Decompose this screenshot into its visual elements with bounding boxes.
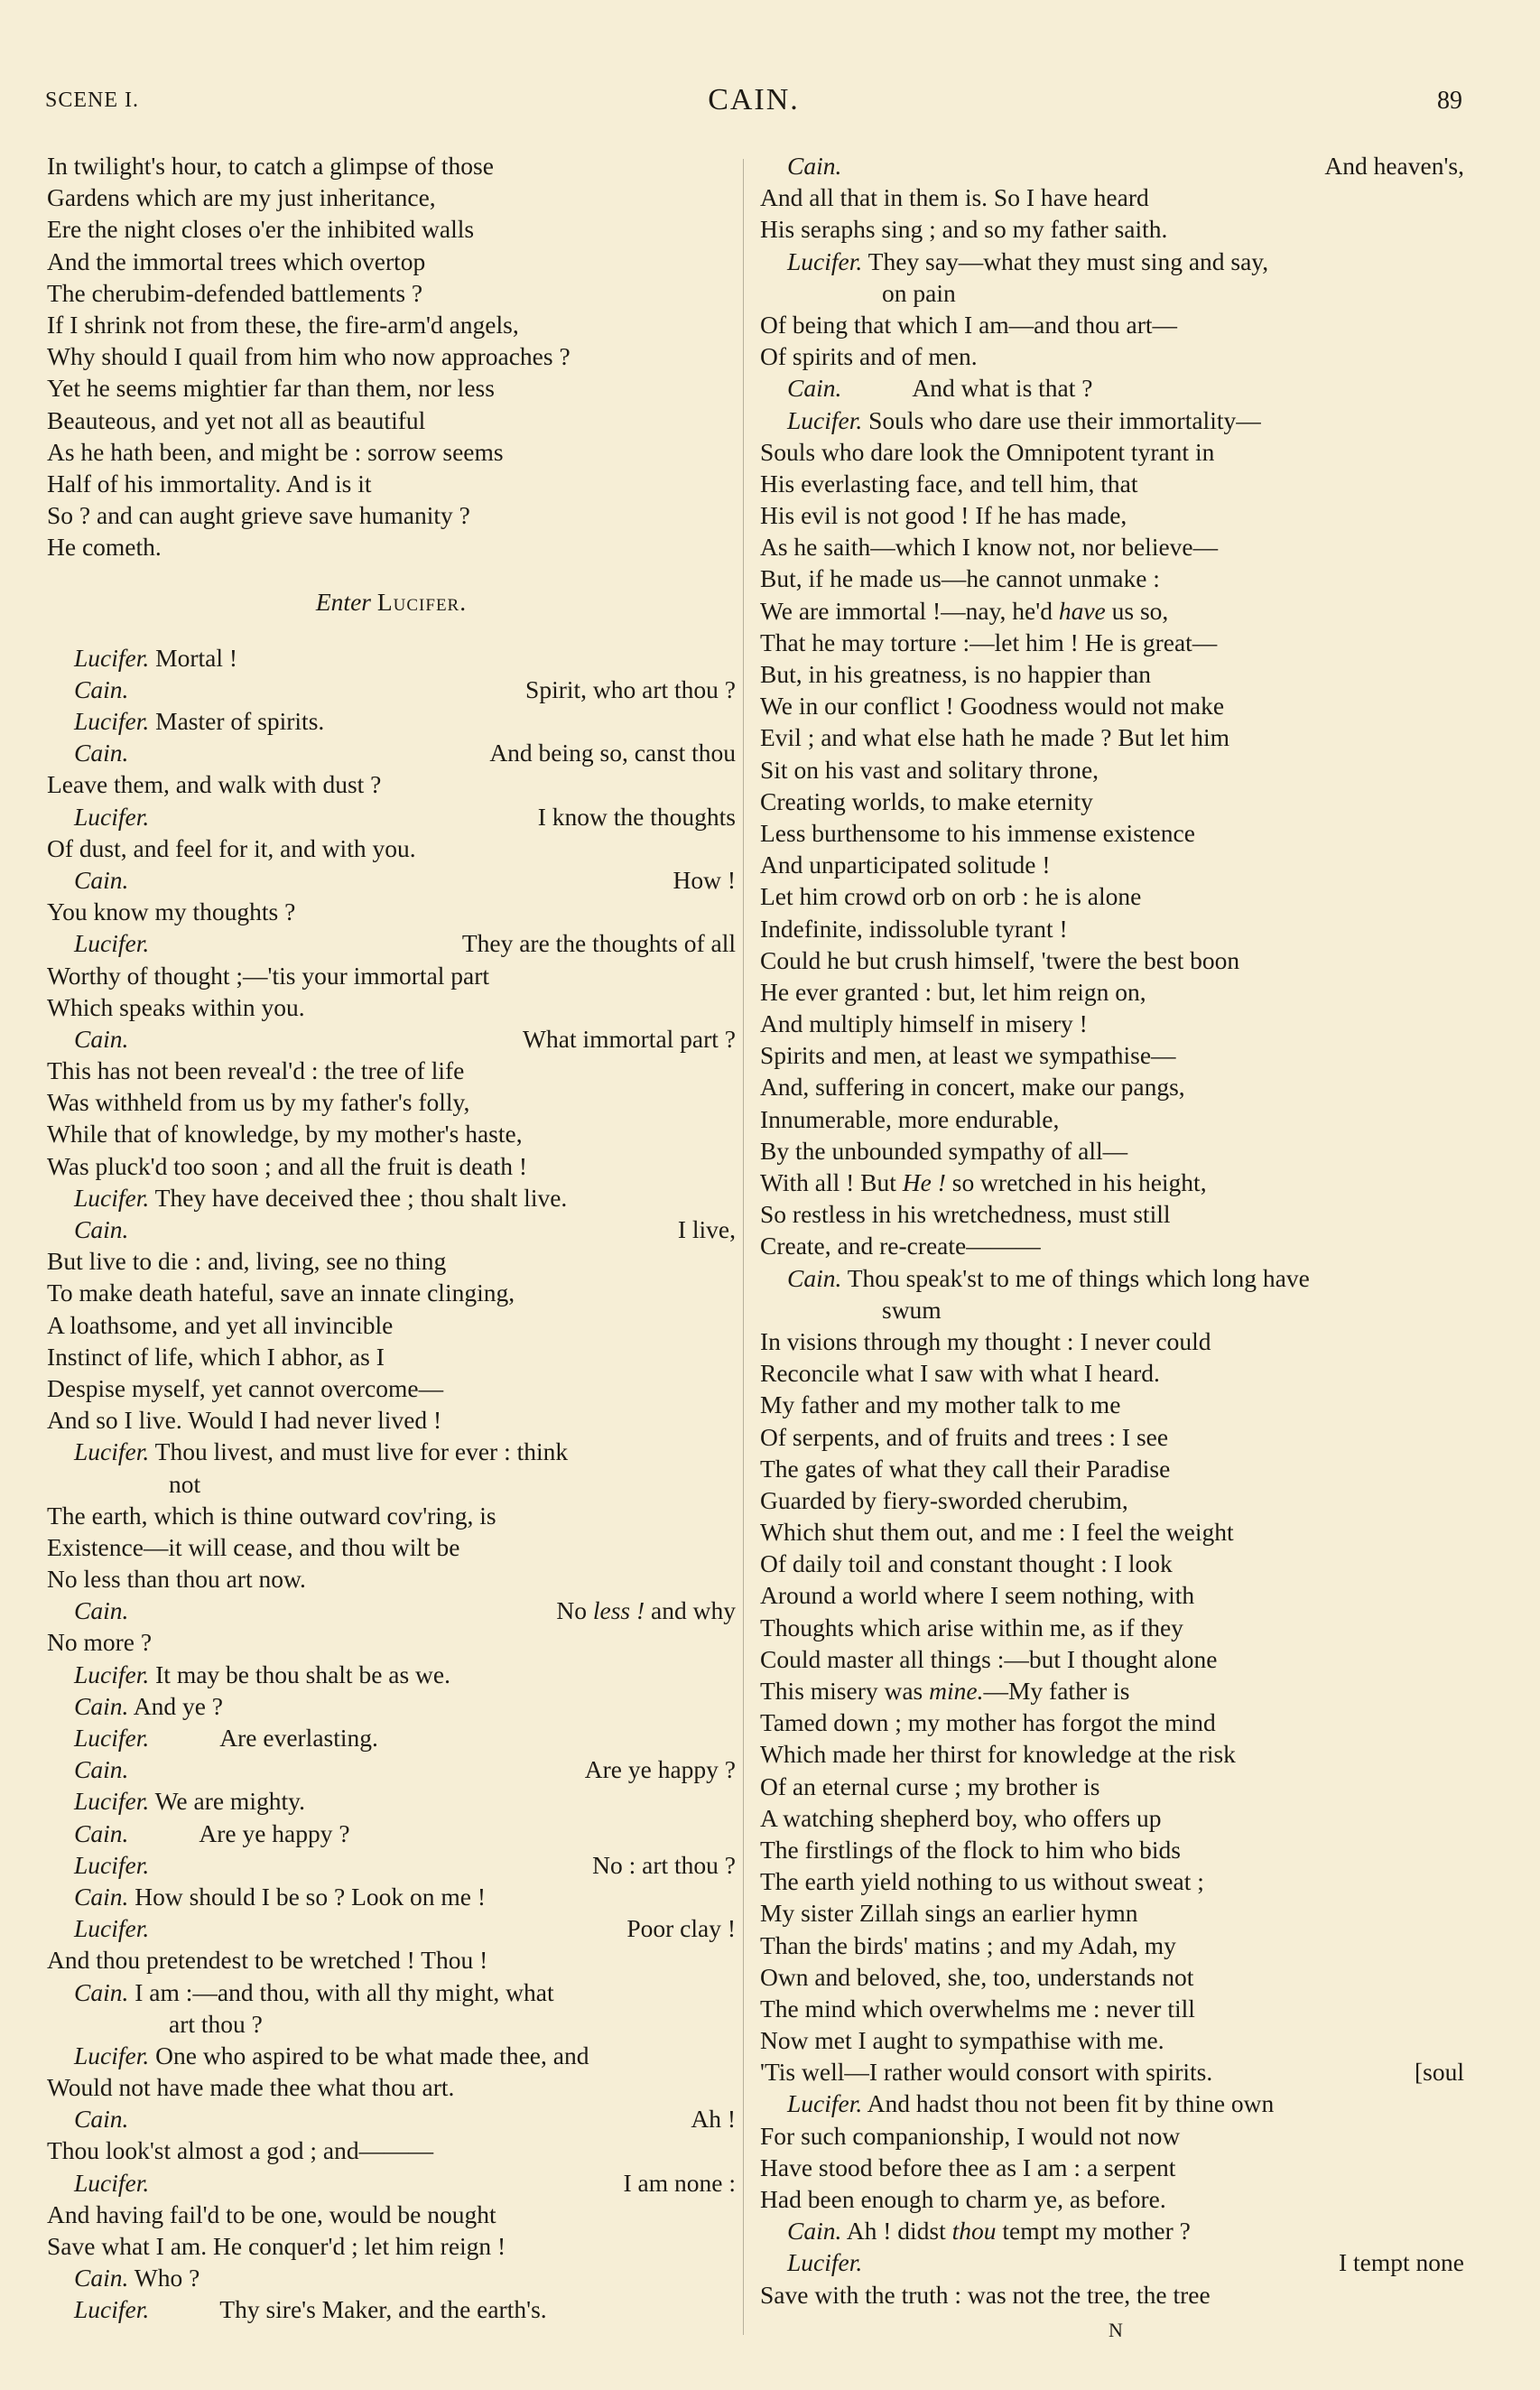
line-text: How should I be so ? Look on me ! [135,1882,486,1911]
speech-line [47,1690,736,1722]
line-text: Are ye happy ? [199,1818,350,1847]
verse-line: Than the birds' matins ; and my Adah, my [760,1930,1176,1959]
verse-line: And the immortal trees which overtop [47,246,426,275]
verse-line: No less than thou art now. [47,1565,306,1594]
line-text: us so, [1105,596,1169,625]
line-text: I am none : [623,2168,736,2197]
line-text: What immortal part ? [523,1024,736,1053]
verse-line: His everlasting face, and tell him, that [760,469,1138,498]
verse-line: And all that in them is. So I have heard [760,183,1149,212]
line-text: No [556,1596,593,1625]
verse-line: Now met I aught to sympathise with me. [760,2026,1164,2055]
verse-line: Was pluck'd too soon ; and all the fruit is death ! [47,1151,528,1180]
line-text: Thou speak'st to me of things which long have [847,1263,1310,1292]
verse-line: Which shut them out, and me : I feel the weight [760,1518,1234,1547]
verse-line: Tamed down ; my mother has forgot the mind [760,1708,1216,1737]
speech-line [47,674,736,705]
speaker-label: Lucifer. [74,1437,150,1466]
verse-line: In twilight's hour, to catch a glimpse of those [47,152,494,180]
signature-mark: N [1109,2319,1123,2341]
line-text: I am :—and thou, with all thy might, what [135,1977,554,2006]
verse-line: Less burthensome to his immense existence [760,818,1195,847]
verse-line: Let him crowd orb on orb : he is alone [760,882,1142,911]
speech-line [47,1753,736,1785]
speaker-label: Cain. [74,865,129,894]
verse-line: The firstlings of the flock to him who bids [760,1835,1181,1864]
verse-line: While that of knowledge, by my mother's haste, [47,1120,523,1149]
verse-line: As he saith—which I know not, nor believe— [760,533,1219,562]
verse-line: Of dust, and feel for it, and with you. [47,833,416,862]
verse-line [760,2056,1464,2088]
speaker-label: Cain. [74,2105,129,2134]
speaker-label: Cain. [74,1024,129,1053]
line-text: And what is that ? [912,374,1093,403]
speech-line [47,2293,736,2325]
speech-line [47,737,736,768]
verse-line: So restless in his wretchedness, must still [760,1200,1171,1229]
line-text: We are mighty. [154,1787,305,1816]
verse-line: Own and beloved, she, too, understands not [760,1962,1194,1991]
line-text [556,1595,736,1626]
line-text: They are the thoughts of all [461,929,736,958]
speech-line [47,1912,736,1944]
verse-line: This has not been reveal'd : the tree of life [47,1056,465,1085]
verse-line: Thou look'st almost a god ; and——— [47,2136,434,2165]
verse-line: The gates of what they call their Paradise [760,1454,1171,1483]
speaker-label: Cain. [787,2217,842,2246]
verse-line: Evil ; and what else hath he made ? But let him [760,723,1230,752]
verse-line: Create, and re-create——— [760,1232,1041,1260]
line-text: And being so, canst thou [489,739,736,767]
verse-line: Around a world where I seem nothing, with [760,1581,1195,1610]
speaker-label: Lucifer. [74,2041,150,2069]
speech-line [760,2215,1464,2246]
speech-line [47,1849,736,1881]
verse-line: Save what I am. He conquer'd ; let him reign ! [47,2232,506,2260]
turnover-word: [soul [1415,2058,1464,2087]
line-text: They have deceived thee ; thou shalt live. [154,1183,568,1212]
verse-line [760,1167,1464,1198]
speaker-label: Lucifer. [787,2089,863,2118]
speech-line [47,801,736,832]
verse-line: So ? and can aught grieve save humanity ? [47,501,470,530]
verse-line: Innumerable, more endurable, [760,1104,1060,1133]
speech-line [47,1214,736,1245]
speaker-label: Lucifer. [74,1914,150,1943]
line-text: I tempt none [1339,2248,1464,2277]
speech-line [760,2246,1464,2278]
running-header [45,83,1462,128]
verse-line: Ere the night closes o'er the inhibited walls [47,215,475,244]
speech-line [47,1722,736,1753]
line-text: And hadst thou not been fit by thine own [867,2089,1275,2118]
emphasis: have [1058,596,1106,625]
speech-line [47,1785,736,1817]
verse-line: My father and my mother talk to me [760,1390,1121,1419]
verse-line: A loathsome, and yet all invincible [47,1310,394,1339]
verse-line: And thou pretendest to be wretched ! Thou ! [47,1946,488,1975]
verse-line: And so I live. Would I had never lived ! [47,1406,442,1435]
verse-line: Reconcile what I saw with what I heard. [760,1359,1160,1388]
page-number: 89 [1437,87,1462,115]
verse-line: Had been enough to charm ye, as before. [760,2185,1166,2213]
verse-line: By the unbounded sympathy of all— [760,1136,1128,1165]
verse-line: Which speaks within you. [47,992,305,1021]
verse-line: If I shrink not from these, the fire-arm'd angels, [47,310,519,339]
speech-line [47,1818,736,1849]
verse-line: Spirits and men, at least we sympathise— [760,1041,1176,1070]
line-text: so wretched in his height, [945,1168,1207,1196]
verse-line: Of an eternal curse ; my brother is [760,1772,1100,1800]
speaker-label: Cain. [74,674,129,703]
scene-label: SCENE I. [45,88,139,112]
speaker-label: Lucifer. [74,802,150,831]
speech-line [47,1659,736,1690]
speech-line [47,1182,736,1214]
speech-line [760,1262,1464,1294]
speaker-label: Cain. [74,1755,129,1784]
verse-line: But, if he made us—he cannot unmake : [760,564,1160,593]
verse-line: He ever granted : but, let him reign on, [760,977,1146,1006]
speaker-label: Lucifer. [787,246,863,275]
line-text: Spirit, who art thou ? [525,674,736,703]
verse-line: The mind which overwhelms me : never till [760,1994,1195,2023]
speaker-label: Lucifer. [74,2295,150,2324]
speaker-label: Lucifer. [74,1850,150,1879]
page-title: CAIN. [708,83,800,116]
line-text: —My father is [983,1677,1130,1705]
verse-line: on pain [882,278,956,307]
character-name: Lucifer. [376,588,468,617]
line-text: Are everlasting. [219,1724,378,1752]
spacer [47,563,736,586]
verse-line: His evil is not good ! If he has made, [760,501,1127,530]
speech-line [47,2103,736,2134]
line-text: Souls who dare use their immortality— [868,405,1261,434]
verse-line: Existence—it will cease, and thou wilt be [47,1532,460,1561]
speech-line [47,1881,736,1912]
speaker-label: Lucifer. [74,1660,150,1688]
verse-line: Guarded by fiery-sworded cherubim, [760,1485,1128,1514]
line-text: It may be thou shalt be as we. [155,1660,450,1688]
speaker-label: Cain. [787,374,842,403]
verse-line: Beauteous, and yet not all as beautiful [47,405,426,434]
line-text: Thy sire's Maker, and the earth's. [219,2295,547,2324]
right-column [760,150,1464,2311]
verse-line: Yet he seems mightier far than them, nor less [47,374,495,403]
speaker-label: Lucifer. [74,1787,150,1816]
line-text: Master of spirits. [155,707,325,735]
speaker-label: Cain. [74,1596,129,1625]
line-text: Are ye happy ? [584,1755,736,1784]
verse-line: Of serpents, and of fruits and trees : I see [760,1422,1169,1451]
speech-line [47,705,736,737]
speaker-label: Lucifer. [74,1724,150,1752]
speech-line [47,1976,736,2008]
verse-line: art thou ? [169,2009,263,2038]
line-text: And ye ? [133,1691,223,1720]
emphasis: He ! [902,1168,946,1196]
speaker-label: Cain. [74,1691,129,1720]
verse-line: Leave them, and walk with dust ? [47,770,382,799]
direction-verb: Enter [315,588,371,617]
speech-line [47,927,736,959]
verse-line: And unparticipated solitude ! [760,851,1051,879]
speech-line [760,246,1464,277]
left-column [47,150,736,2326]
line-text: Ah ! didst [846,2217,952,2246]
speaker-label: Cain. [74,1977,129,2006]
speaker-label: Lucifer. [74,929,150,958]
verse-line: But, in his greatness, is no happier than [760,660,1152,688]
line-text: One who aspired to be what made thee, and [155,2041,589,2069]
verse-line: The earth, which is thine outward cov'ring, is [47,1501,496,1530]
speaker-label: Lucifer. [787,405,863,434]
verse-line: Instinct of life, which I abhor, as I [47,1342,385,1371]
verse-line: And multiply himself in misery ! [760,1009,1088,1038]
verse-line: Was withheld from us by my father's folly, [47,1088,470,1117]
verse-line: Could he but crush himself, 'twere the best boon [760,945,1240,974]
line-text: And heaven's, [1324,152,1464,180]
verse-line: Indefinite, indissoluble tyrant ! [760,914,1068,943]
line-text: 'Tis well—I rather would consort with spirits. [760,2058,1213,2087]
emphasis: thou [951,2217,997,2246]
verse-line: We in our conflict ! Goodness would not make [760,692,1225,721]
verse-line: Sit on his vast and solitary throne, [760,755,1099,784]
speech-line [47,1436,736,1467]
verse-line: Thoughts which arise within me, as if they [760,1613,1183,1641]
line-text: I know the thoughts [537,802,736,831]
verse-line: A watching shepherd boy, who offers up [760,1803,1162,1832]
speech-line [760,405,1464,436]
speech-line [47,864,736,896]
speaker-label: Lucifer. [74,643,150,672]
line-text: Poor clay ! [626,1914,736,1943]
verse-line: And, suffering in concert, make our pangs, [760,1073,1185,1102]
verse-line: In visions through my thought : I never could [760,1326,1211,1355]
speaker-label: Cain. [74,1818,129,1847]
emphasis: mine. [929,1677,984,1705]
verse-line: Which made her thirst for knowledge at the risk [760,1740,1236,1769]
speech-line [47,1023,736,1055]
verse-line: You know my thoughts ? [47,897,296,926]
verse-line: Save with the truth : was not the tree, the tree [760,2280,1211,2309]
line-text: Thou livest, and must live for ever : think [154,1437,569,1466]
line-text: They say—what they must sing and say, [867,246,1269,275]
speaker-label: Lucifer. [74,1183,150,1212]
verse-line: To make death hateful, save an innate clinging, [47,1279,515,1307]
verse-line: The cherubim-defended battlements ? [47,278,423,307]
speaker-label: Cain. [74,1882,129,1911]
verse-line: not [169,1469,201,1498]
verse-line: Creating worlds, to make eternity [760,786,1093,815]
speech-line [47,2167,736,2199]
line-text: How ! [673,865,736,894]
speech-line [760,2088,1464,2119]
speech-line [47,1595,736,1626]
speech-line [760,150,1464,181]
speaker-label: Cain. [787,1263,842,1292]
verse-line: For such companionship, I would not now [760,2121,1181,2150]
verse-line: Gardens which are my just inheritance, [47,183,436,212]
verse-line: My sister Zillah sings an earlier hymn [760,1899,1138,1928]
speaker-label: Cain. [74,739,129,767]
speaker-label: Lucifer. [787,2248,863,2277]
verse-line: Despise myself, yet cannot overcome— [47,1373,444,1402]
verse-line: Of daily toil and constant thought : I look [760,1549,1173,1578]
verse-line: He cometh. [47,533,162,562]
verse-line: Half of his immortality. And is it [47,469,372,498]
verse-line: Worthy of thought ;—'tis your immortal part [47,961,490,990]
speech-line [47,2262,736,2293]
verse-line: Of being that which I am—and thou art— [760,310,1178,339]
speaker-label: Lucifer. [74,707,150,735]
emphasis: less ! [592,1596,645,1625]
line-text: tempt my mother ? [996,2217,1191,2246]
verse-line: But live to die : and, living, see no thing [47,1247,447,1276]
verse-line: Could master all things :—but I thought alone [760,1644,1218,1673]
verse-line: As he hath been, and might be : sorrow seems [47,437,504,466]
speech-line [47,642,736,674]
spacer [47,618,736,642]
stage-direction [47,586,736,618]
verse-line: Have stood before thee as I am : a serpent [760,2153,1176,2181]
speaker-label: Cain. [74,2264,129,2292]
speech-line [47,2040,736,2071]
line-text: With all ! But [760,1168,903,1196]
column-divider [743,159,744,2335]
verse-line: The earth yield nothing to us without sweat ; [760,1867,1204,1896]
line-text: Mortal ! [155,643,238,672]
line-text: Ah ! [691,2105,736,2134]
verse-line: Why should I quail from him who now approaches ? [47,342,571,371]
verse-line: Souls who dare look the Omnipotent tyrant in [760,437,1215,466]
verse-line: Of spirits and of men. [760,342,978,371]
verse-line [760,1675,1464,1706]
verse-line: His seraphs sing ; and so my father saith. [760,215,1168,244]
verse-line: Would not have made thee what thou art. [47,2073,455,2102]
line-text: No : art thou ? [592,1850,736,1879]
verse-line [760,595,1464,627]
speech-line [760,372,1464,404]
verse-line: And having fail'd to be one, would be nought [47,2199,496,2228]
verse-line: No more ? [47,1628,153,1657]
speaker-label: Lucifer. [74,2168,150,2197]
line-text: I live, [677,1215,736,1243]
line-text: and why [645,1596,736,1625]
speaker-label: Cain. [787,152,842,180]
line-text: Who ? [134,2264,200,2292]
verse-line: That he may torture :—let him ! He is great— [760,628,1218,656]
line-text: We are immortal !—nay, he'd [760,596,1059,625]
line-text: This misery was [760,1677,930,1705]
verse-line: swum [882,1295,942,1324]
speaker-label: Cain. [74,1215,129,1243]
